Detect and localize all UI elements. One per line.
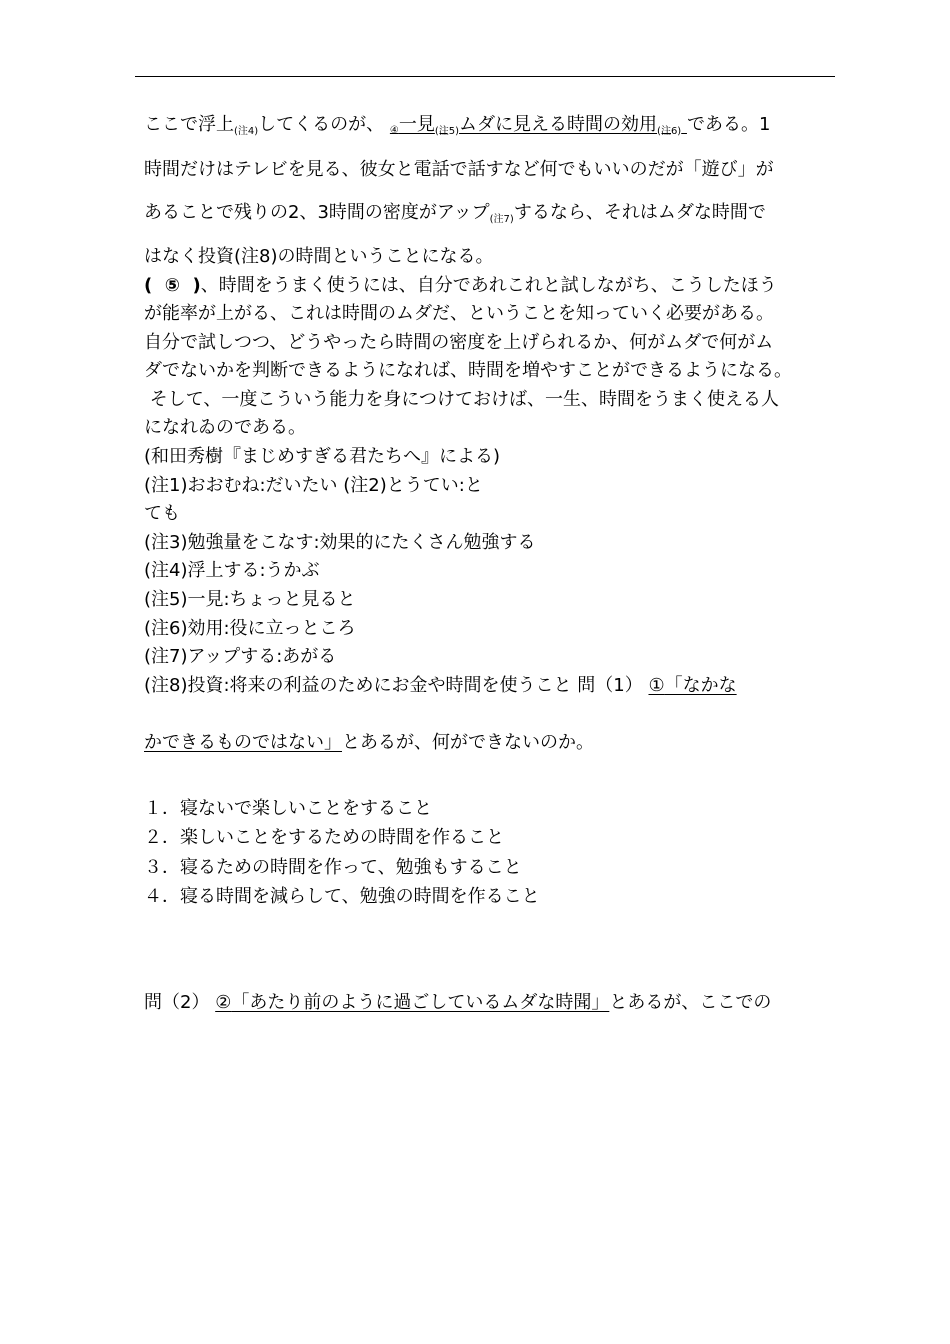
underlined-text: 「なかな <box>664 675 737 696</box>
underlined-text: 一見 <box>398 114 435 135</box>
q2-line <box>144 991 771 1015</box>
note-6: (注6)効用:役に立っところ <box>144 618 356 639</box>
note-3: (注3)勉強量をこなす:効果的にたくさん勉強する <box>144 532 536 553</box>
passage-line-10: になれゐのである。 <box>144 417 306 438</box>
underlined-text: ムダに見える時間の効用 <box>459 114 658 135</box>
q1-option-3: ３．寝るための時間を作って、勉強もすること <box>144 857 522 878</box>
text: するなら、それはムダな時間で <box>513 202 766 223</box>
header-rule <box>135 76 835 77</box>
text: してくるのが、 <box>258 114 385 135</box>
note-7: (注7)アップする:あがる <box>144 646 337 667</box>
text: とあるが、何ができないのか。 <box>342 732 594 753</box>
circled-number: ④ <box>389 125 399 136</box>
passage-line-5 <box>144 274 777 298</box>
passage-line-4: はなく投資(注8)の時間ということになる。 <box>144 246 494 267</box>
passage-line-1 <box>144 113 770 144</box>
text: あることで残りの2、3時間の密度がアップ <box>144 202 490 223</box>
source-citation: (和田秀樹『まじめすぎる君たちへ』による) <box>144 446 501 467</box>
passage-line-9: そして、一度こういう能力を身につけておけば、一生、時間をうまく使える人 <box>144 389 779 410</box>
underlined-text: かできるものではない」 <box>144 732 342 753</box>
text: 、時間をうまく使うには、自分であれこれと試しながち、こうしたほう <box>200 275 777 296</box>
text: ここで浮上 <box>144 114 234 135</box>
text: とあるが、ここでの <box>609 992 772 1013</box>
circled-number: ① <box>648 675 665 696</box>
q1-option-2: ２．楽しいことをするための時間を作ること <box>144 827 504 848</box>
passage-line-2: 時間だけはテレビを見る、彼女と電話で話すなど何でもいいのだが「遊び」が <box>144 159 774 180</box>
underlined-text: 「あたり前のように過ごしているムダな時聞」 <box>231 992 610 1013</box>
note-2-cont: ても <box>144 503 180 524</box>
q1-line-2 <box>144 731 594 755</box>
passage-line-6: が能率が上がる、これは時間のムダだ、ということを知っていく必要がある。 <box>144 303 774 324</box>
circled-number: ② <box>215 992 232 1013</box>
note-1-2: (注1)おおむね:だいたい (注2)とうてい:と <box>144 475 483 496</box>
note-8: (注8)投資:将来の利益のためにお金や時間を使うこと <box>144 675 572 696</box>
q1-label: 問（1） <box>571 675 643 696</box>
passage-line-3 <box>144 201 766 232</box>
annotation-marker: (注6) <box>657 126 682 137</box>
q1-option-1: １．寝ないで楽しいことをすること <box>144 798 432 819</box>
note-4: (注4)浮上する:うかぶ <box>144 560 320 581</box>
passage-line-8: ダでないかを判断できるようになれば、時間を増やすことができるようになる。 <box>144 360 792 381</box>
annotation-marker: (注4) <box>234 126 259 137</box>
q2-label: 問（2） <box>144 992 210 1013</box>
blank-5: ( ⑤ ) <box>144 275 201 296</box>
note-5: (注5)一見:ちょっと見ると <box>144 589 356 610</box>
q1-option-4: ４．寝る時間を減らして、勉強の時間を作ること <box>144 886 540 907</box>
text: である。1 <box>686 114 771 135</box>
passage-line-7: 自分で試しつつ、どうやったら時間の密度を上げられるか、何がムダで何がム <box>144 332 774 353</box>
annotation-marker: (注7) <box>489 214 514 225</box>
note-8-and-q1 <box>144 674 737 698</box>
annotation-marker: (注5) <box>434 126 460 137</box>
